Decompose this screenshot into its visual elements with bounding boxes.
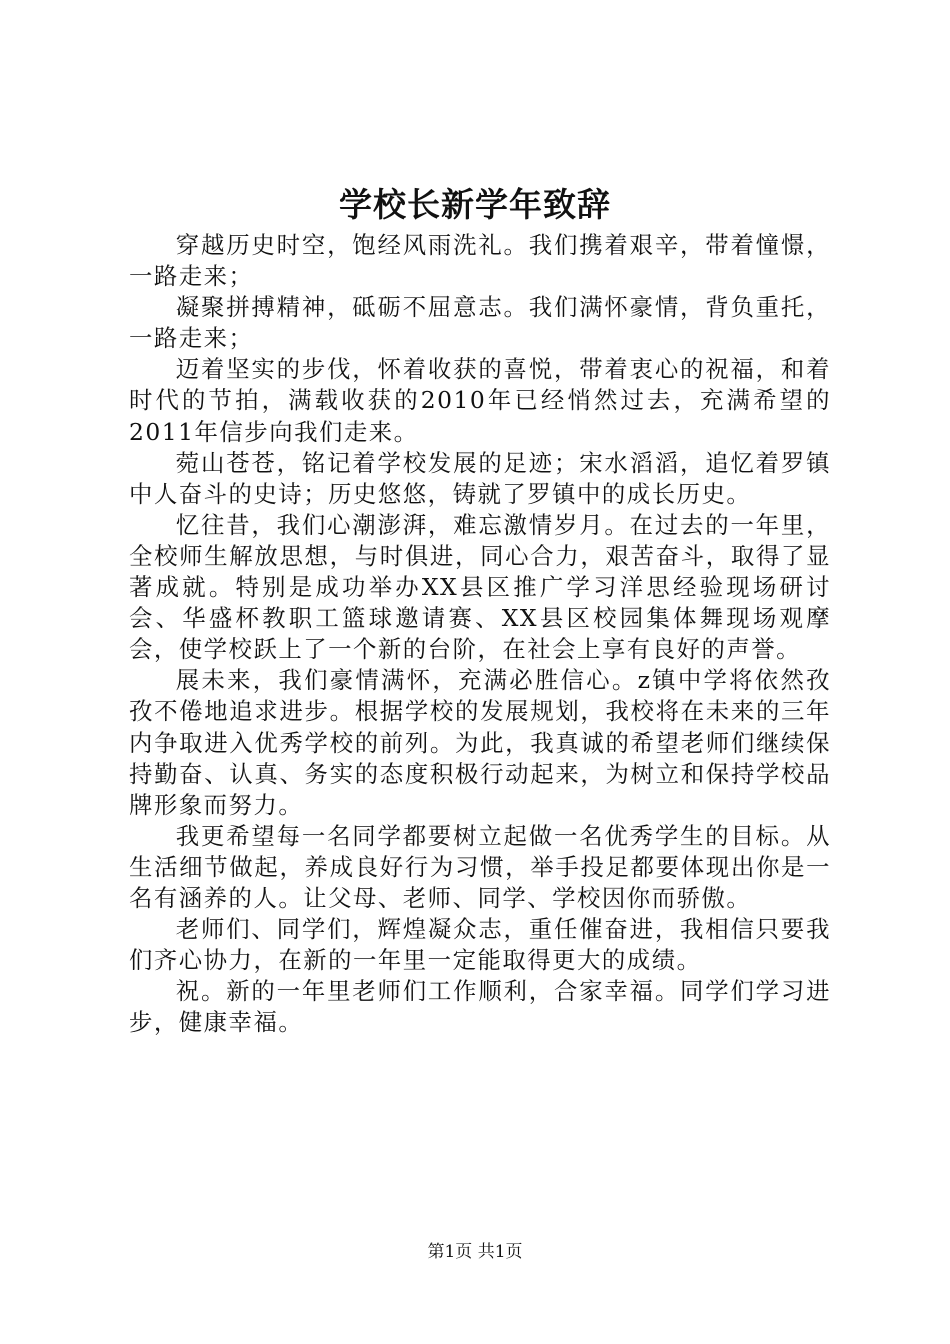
document-title: 学校长新学年致辞 — [339, 185, 611, 224]
paragraph: 展未来，我们豪情满怀，充满必胜信心。z镇中学将依然孜孜不倦地追求进步。根据学校的发展规划，我校将在未来的三年内争取进入优秀学校的前列。为此，我真诚的希望老师们继续保持勤奋、认真、务实的态度积极行动起来，为树立和保持学校品牌形象而努力。 — [129, 666, 831, 819]
page-number-footer: 第1页 共1页 — [427, 1242, 523, 1262]
paragraph: 我更希望每一名同学都要树立起做一名优秀学生的目标。从生活细节做起，养成良好行为习惯，举手投足都要体现出你是一名有涵养的人。让父母、老师、同学、学校因你而骄傲。 — [129, 821, 831, 912]
paragraph: 忆往昔，我们心潮澎湃，难忘激情岁月。在过去的一年里，全校师生解放思想，与时俱进，同心合力，艰苦奋斗，取得了显著成就。特别是成功举办XX县区推广学习洋思经验现场研讨会、华盛杯教职工篮球邀请赛、XX县区校园集体舞现场观摩会，使学校跃上了一个新的台阶，在社会上享有良好的声誉。 — [129, 510, 831, 664]
paragraph: 凝聚拼搏精神，砥砺不屈意志。我们满怀豪情，背负重托，一路走来； — [129, 293, 831, 353]
paragraph: 老师们、同学们，辉煌凝众志，重任催奋进，我相信只要我们齐心协力，在新的一年里一定能取得更大的成绩。 — [129, 915, 831, 975]
document-body — [129, 230, 831, 1038]
paragraph: 迈着坚实的步伐，怀着收获的喜悦，带着衷心的祝福，和着时代的节拍，满载收获的2010年已经悄然过去，充满希望的2011年信步向我们走来。 — [129, 355, 831, 446]
paragraph: 祝。新的一年里老师们工作顺利，合家幸福。同学们学习进步，健康幸福。 — [129, 977, 831, 1037]
paragraph: 穿越历史时空，饱经风雨洗礼。我们携着艰辛，带着憧憬，一路走来； — [129, 231, 831, 291]
paragraph: 菀山苍苍，铭记着学校发展的足迹；宋水滔滔，追忆着罗镇中人奋斗的史诗；历史悠悠，铸就了罗镇中的成长历史。 — [129, 448, 831, 508]
